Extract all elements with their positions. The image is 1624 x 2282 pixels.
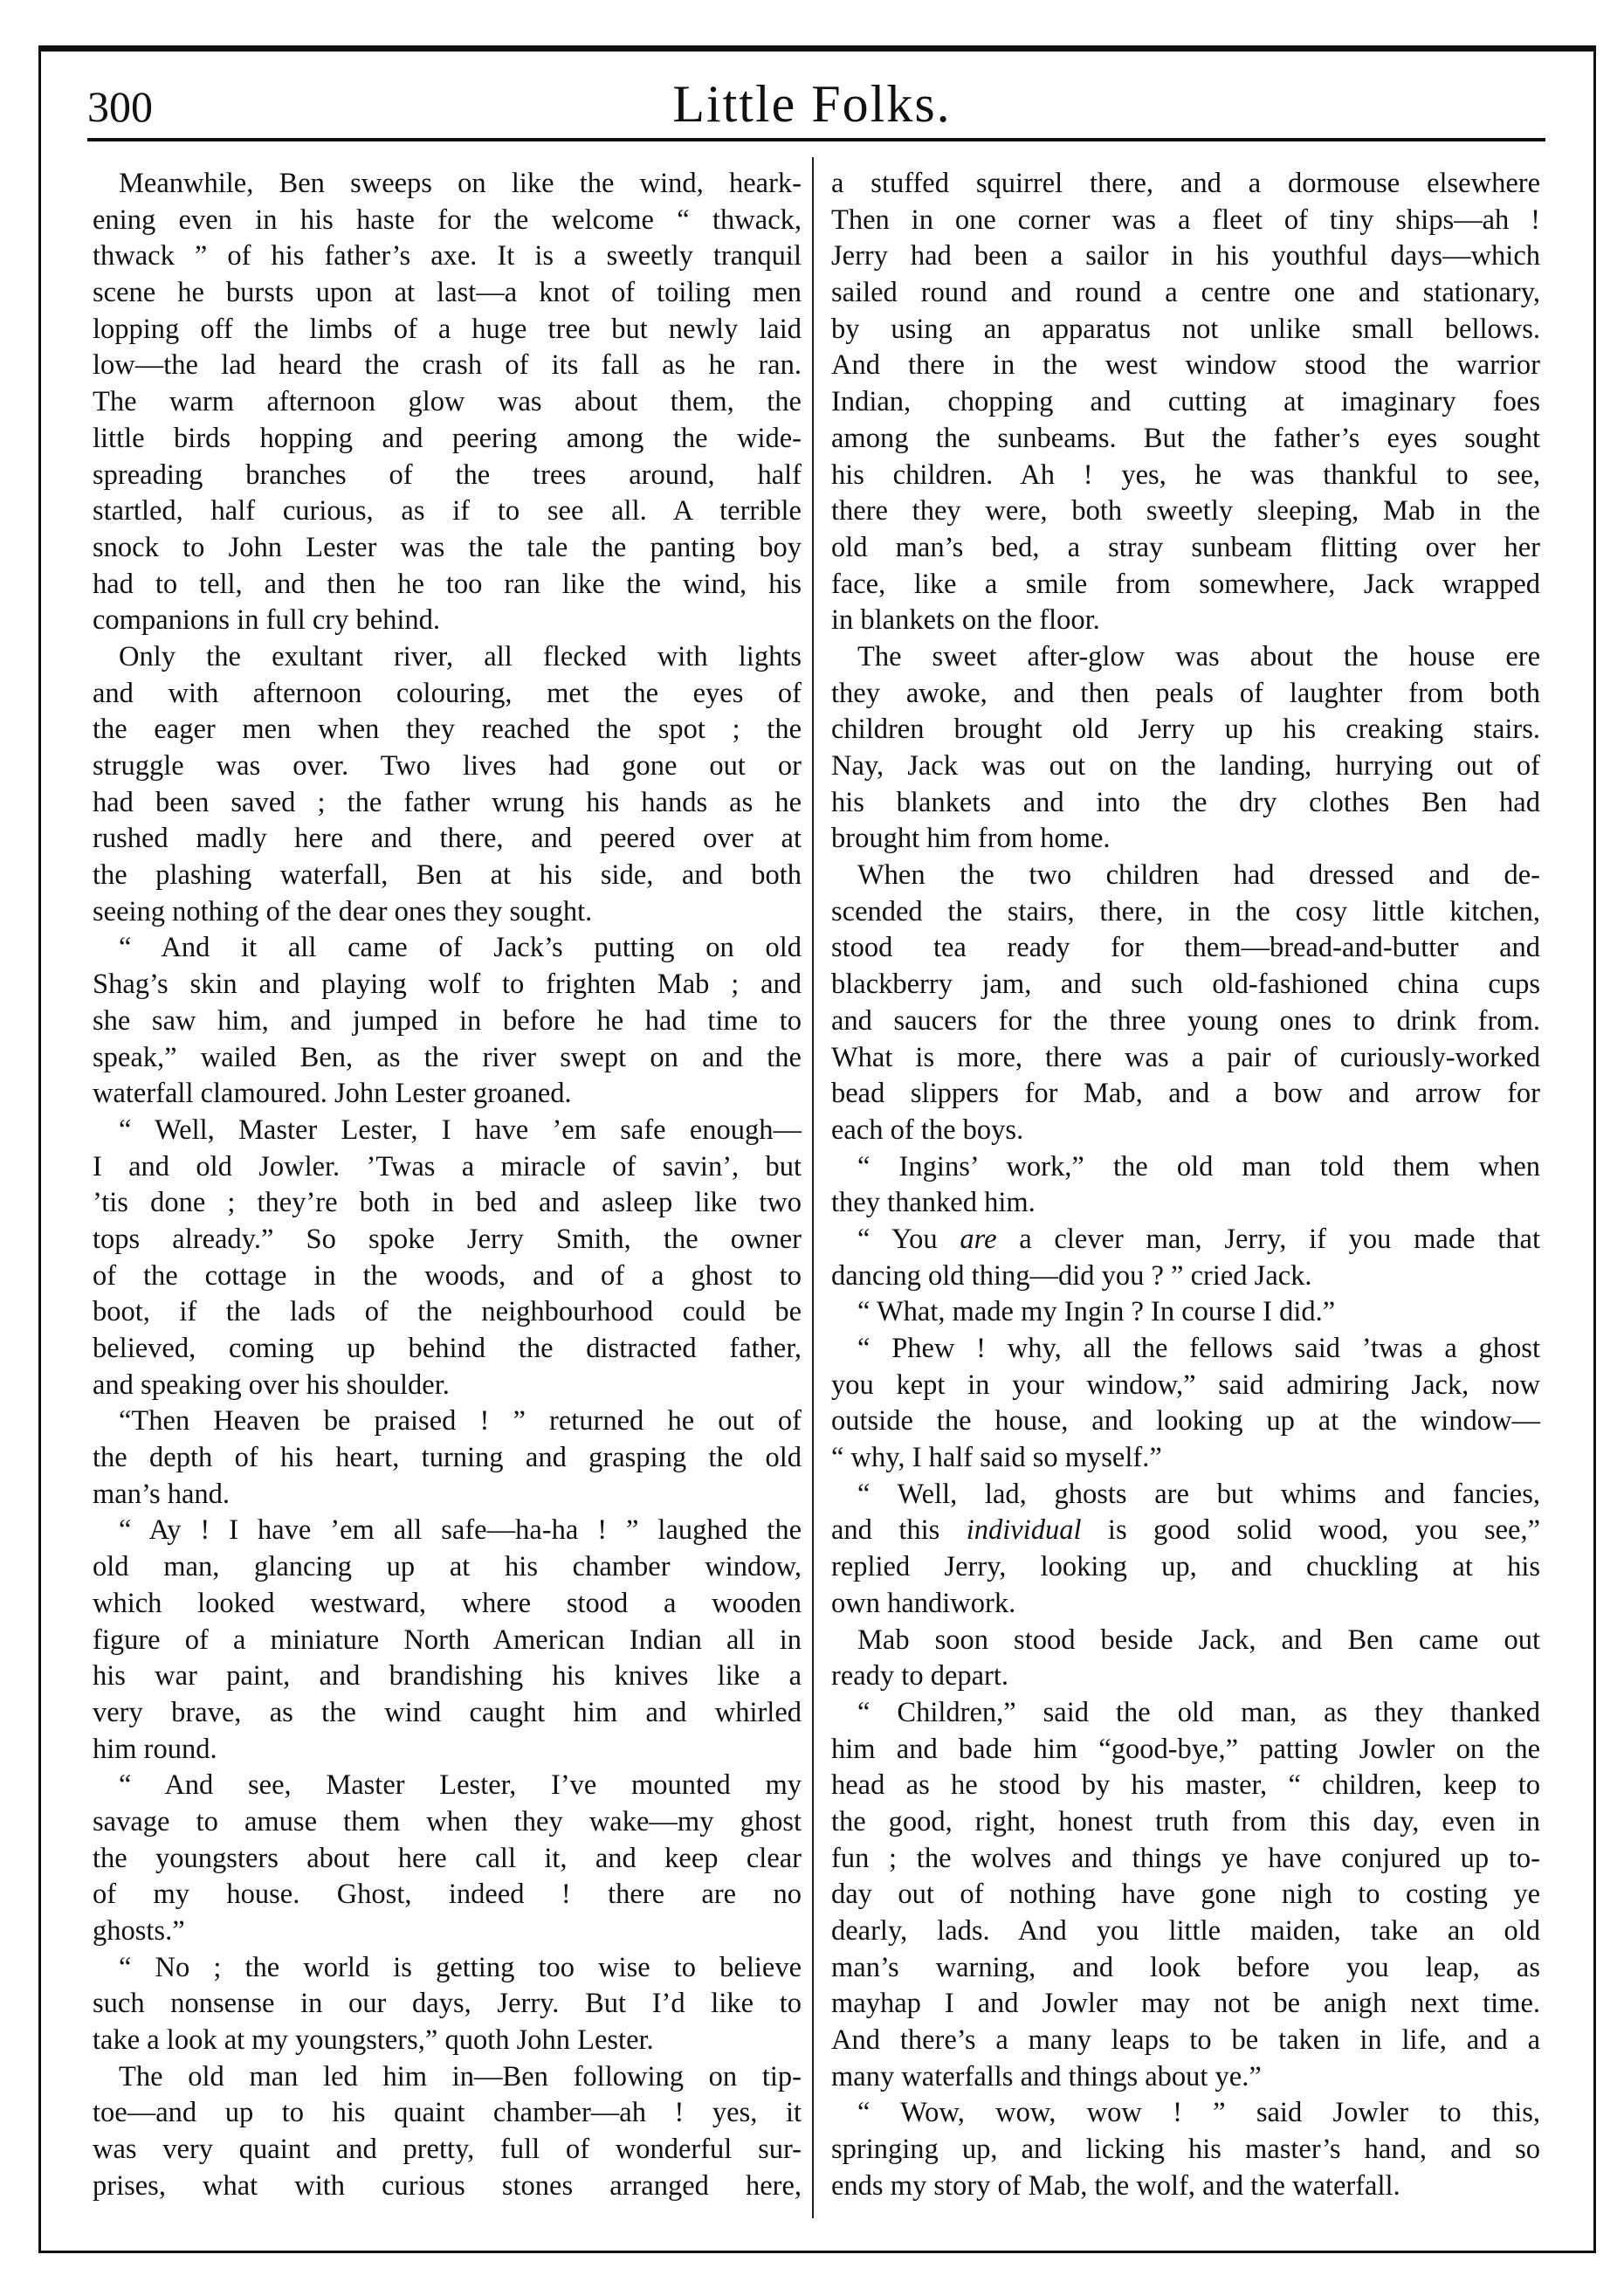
text-line: snock to John Lester was the tale the panting boy — [93, 531, 802, 563]
page-number: 300 — [87, 82, 153, 131]
text-line: ready to depart. — [831, 1660, 1009, 1693]
text-line: “ And see, Master Lester, I’ve mounted my — [119, 1769, 802, 1802]
text-line: And there’s a many leaps to be taken in life, and a — [831, 2024, 1540, 2057]
text-line: ghosts.” — [93, 1915, 185, 1947]
text-line: “ What, made my Ingin ? In course I did.” — [857, 1296, 1336, 1328]
paragraph — [93, 2059, 802, 2205]
text-line: springing up, and licking his master’s hand, and so — [831, 2134, 1540, 2166]
text-line: struggle was over. Two lives had gone out or — [93, 750, 802, 782]
text-line: Meanwhile, Ben sweeps on like the wind, heark- — [119, 168, 802, 199]
text-line: was very quaint and pretty, full of wonderful sur- — [93, 2134, 802, 2166]
paragraph — [831, 1149, 1540, 1222]
text-line: And there in the west window stood the warrior — [831, 349, 1540, 382]
right-column — [831, 166, 1540, 2205]
text-line: spreading branches of the trees around, half — [93, 458, 802, 491]
running-title: Little Folks. — [672, 75, 952, 133]
text-line: “ Phew ! why, all the fellows said ’twas a ghost — [857, 1333, 1540, 1364]
text-line: dancing old thing—did you ? ” cried Jack. — [831, 1259, 1312, 1292]
text-line: “ Wow, wow, wow ! ” said Jowler to this, — [857, 2097, 1540, 2129]
text-line: bead slippers for Mab, and a bow and arrow for — [831, 1078, 1540, 1110]
text-line: such nonsense in our days, Jerry. But I’d like to — [93, 1988, 802, 2020]
text-line: Mab soon stood beside Jack, and Ben came out — [857, 1624, 1540, 1656]
text-line: brought him from home. — [831, 823, 1111, 855]
text-line: believed, coming up behind the distracted father, — [93, 1333, 802, 1364]
paragraph — [93, 166, 802, 639]
text-line: outside the house, and looking up at the window— — [831, 1405, 1540, 1437]
text-line: man’s warning, and look before you leap, as — [831, 1951, 1540, 1983]
text-line: “ why, I half said so myself.” — [831, 1442, 1162, 1474]
text-line: she saw him, and jumped in before he had time to — [93, 1004, 802, 1037]
paragraph — [831, 858, 1540, 1149]
text-line: Nay, Jack was out on the landing, hurrying out of — [831, 750, 1540, 782]
text-line: companions in full cry behind. — [93, 604, 441, 637]
text-line: face, like a smile from somewhere, Jack wrapped — [831, 568, 1540, 600]
text-line: “ Children,” said the old man, as they thanked — [857, 1696, 1540, 1728]
text-line: scended the stairs, there, in the cosy little kitchen, — [831, 895, 1540, 927]
italic-text: are — [960, 1223, 997, 1255]
text-segment: “ You — [857, 1223, 960, 1255]
text-line: blackberry jam, and such old-fashioned china cups — [831, 969, 1540, 1001]
text-line: day out of nothing have gone nigh to costing ye — [831, 1879, 1540, 1911]
text-line: “ No ; the world is getting too wise to believe — [119, 1951, 802, 1983]
text-line: speak,” wailed Ben, as the river swept on and the — [93, 1041, 802, 1073]
text-line: When the two children had dressed and de- — [857, 859, 1540, 892]
paragraph — [93, 1403, 802, 1513]
text-line: waterfall clamoured. John Lester groaned. — [93, 1078, 572, 1110]
text-line: “ Well, lad, ghosts are but whims and fancies, — [857, 1478, 1540, 1510]
text-line: his war paint, and brandishing his knives like a — [93, 1660, 802, 1693]
header-rule — [87, 138, 1545, 141]
text-line: sailed round and round a centre one and stationary, — [831, 277, 1540, 309]
paragraph — [831, 1695, 1540, 2096]
text-line: seeing nothing of the dear ones they sought. — [93, 895, 593, 927]
text-line: and with afternoon colouring, met the eyes of — [93, 677, 802, 709]
text-line: Jerry had been a sailor in his youthful days—which — [831, 240, 1540, 272]
text-line: savage to amuse them when they wake—my ghost — [93, 1805, 802, 1837]
text-line: The old man led him in—Ben following on tip- — [119, 2060, 802, 2092]
text-line: little birds hopping and peering among the wide- — [93, 422, 802, 454]
italic-text: individual — [966, 1514, 1082, 1547]
column-divider — [812, 157, 814, 2218]
text-line: you kept in your window,” said admiring Jack, now — [831, 1369, 1540, 1401]
text-line: I and old Jowler. ’Twas a miracle of savin’, but — [93, 1150, 802, 1182]
text-line: in blankets on the floor. — [831, 604, 1100, 637]
text-line: the eager men when they reached the spot ; the — [93, 714, 802, 746]
text-line — [831, 1222, 1540, 1258]
left-column — [93, 166, 802, 2205]
text-line: “Then Heaven be praised ! ” returned he out of — [119, 1405, 802, 1437]
text-line: low—the lad heard the crash of its fall as he ran. — [93, 349, 802, 382]
text-line: the good, right, honest truth from this day, even in — [831, 1805, 1540, 1837]
text-line: startled, half curious, as if to see all. A terrible — [93, 495, 802, 527]
text-line: lopping off the limbs of a huge tree but newly laid — [93, 313, 802, 345]
text-line: thwack ” of his father’s axe. It is a sweetly tranquil — [93, 240, 802, 272]
text-line: among the sunbeams. But the father’s eyes sought — [831, 422, 1540, 454]
text-line: and speaking over his shoulder. — [93, 1369, 450, 1401]
text-line: scene he bursts upon at last—a knot of toiling men — [93, 277, 802, 309]
text-line: dearly, lads. And you little maiden, take an old — [831, 1915, 1540, 1947]
text-line: tops already.” So spoke Jerry Smith, the owner — [93, 1223, 802, 1255]
text-line: which looked westward, where stood a wooden — [93, 1587, 802, 1619]
paragraph — [831, 166, 1540, 639]
text-line: they thanked him. — [831, 1187, 1036, 1219]
paragraph — [93, 1950, 802, 2059]
paragraph — [93, 1768, 802, 1949]
paragraph — [93, 639, 802, 931]
text-segment: and this — [831, 1514, 967, 1547]
text-line: take a look at my youngsters,” quoth John Lester. — [93, 2024, 654, 2057]
text-line: his blankets and into the dry clothes Ben had — [831, 786, 1540, 818]
paragraph — [831, 1222, 1540, 1294]
paragraph — [831, 1331, 1540, 1477]
text-line: The warm afternoon glow was about them, the — [93, 386, 802, 418]
text-line: him round. — [93, 1733, 217, 1765]
text-line: man’s hand. — [93, 1478, 231, 1510]
text-line: of my house. Ghost, indeed ! there are no — [93, 1879, 802, 1911]
text-line: rushed madly here and there, and peered over at — [93, 823, 802, 855]
text-line: own handiwork. — [831, 1587, 1016, 1619]
text-line: Shag’s skin and playing wolf to frighten Mab ; and — [93, 969, 802, 1001]
text-line: figure of a miniature North American Indian all in — [93, 1624, 802, 1656]
text-line: each of the boys. — [831, 1113, 1024, 1146]
text-line: Indian, chopping and cutting at imaginary foes — [831, 386, 1540, 418]
text-line: old man’s bed, a stray sunbeam flitting over her — [831, 531, 1540, 563]
paragraph — [831, 2095, 1540, 2204]
text-line: toe—and up to his quaint chamber—ah ! yes, it — [93, 2097, 802, 2129]
text-segment: a clever man, Jerry, if you made that — [996, 1223, 1540, 1255]
text-line: “ Ay ! I have ’em all safe—ha-ha ! ” laughed the — [119, 1514, 802, 1547]
text-segment: is good solid wood, you see,” — [1081, 1514, 1540, 1547]
text-line: there they were, both sweetly sleeping, Mab in the — [831, 495, 1540, 527]
text-line: the plashing waterfall, Ben at his side, and both — [93, 859, 802, 892]
paragraph — [93, 1513, 802, 1768]
text-line: children brought old Jerry up his creaking stairs. — [831, 714, 1540, 746]
text-line: many waterfalls and things about ye.” — [831, 2060, 1262, 2092]
text-line: mayhap I and Jowler may not be anigh next time. — [831, 1988, 1540, 2020]
text-line: ’tis done ; they’re both in bed and asleep like two — [93, 1187, 802, 1219]
text-line: his children. Ah ! yes, he was thankful to see, — [831, 458, 1540, 491]
text-line: the youngsters about here call it, and keep clear — [93, 1842, 802, 1874]
text-line: fun ; the wolves and things ye have conjured up to- — [831, 1842, 1540, 1874]
text-line: replied Jerry, looking up, and chuckling at his — [831, 1551, 1540, 1583]
text-line: had been saved ; the father wrung his hands as he — [93, 786, 802, 818]
text-line: “ Well, Master Lester, I have ’em safe enough— — [119, 1113, 802, 1146]
text-line: the depth of his heart, turning and grasping the old — [93, 1442, 802, 1474]
text-line: Only the exultant river, all flecked with lights — [119, 640, 802, 672]
text-line: The sweet after-glow was about the house ere — [857, 640, 1540, 672]
text-line: stood tea ready for them—bread-and-butter and — [831, 932, 1540, 964]
text-line: “ And it all came of Jack’s putting on old — [119, 932, 802, 964]
text-line: Then in one corner was a fleet of tiny ships—ah ! — [831, 203, 1540, 236]
text-line: prises, what with curious stones arranged here, — [93, 2169, 802, 2202]
text-line — [831, 1513, 1540, 1549]
text-line: ening even in his haste for the welcome “ thwack, — [93, 203, 802, 236]
text-line: head as he stood by his master, “ children, keep to — [831, 1769, 1540, 1802]
paragraph — [93, 1113, 802, 1404]
paragraph — [93, 930, 802, 1112]
paragraph — [831, 639, 1540, 858]
text-line: of the cottage in the woods, and of a ghost to — [93, 1259, 802, 1292]
text-line: they awoke, and then peals of laughter from both — [831, 677, 1540, 709]
text-line: old man, glancing up at his chamber window, — [93, 1551, 802, 1583]
text-line: “ Ingins’ work,” the old man told them when — [857, 1150, 1540, 1182]
paragraph — [831, 1477, 1540, 1623]
text-line: boot, if the lads of the neighbourhood could be — [93, 1296, 802, 1328]
text-line: and saucers for the three young ones to drink from. — [831, 1004, 1540, 1037]
text-line: had to tell, and then he too ran like the wind, his — [93, 568, 802, 600]
text-line: ends my story of Mab, the wolf, and the waterfall. — [831, 2169, 1400, 2202]
text-line: What is more, there was a pair of curiously-worked — [831, 1041, 1540, 1073]
text-line: a stuffed squirrel there, and a dormouse elsewhere — [831, 168, 1540, 199]
text-line: very brave, as the wind caught him and whirled — [93, 1696, 802, 1728]
text-line: by using an apparatus not unlike small bellows. — [831, 313, 1540, 345]
paragraph — [831, 1623, 1540, 1695]
paragraph — [831, 1294, 1540, 1331]
text-line: him and bade him “good-bye,” patting Jowler on the — [831, 1733, 1540, 1765]
